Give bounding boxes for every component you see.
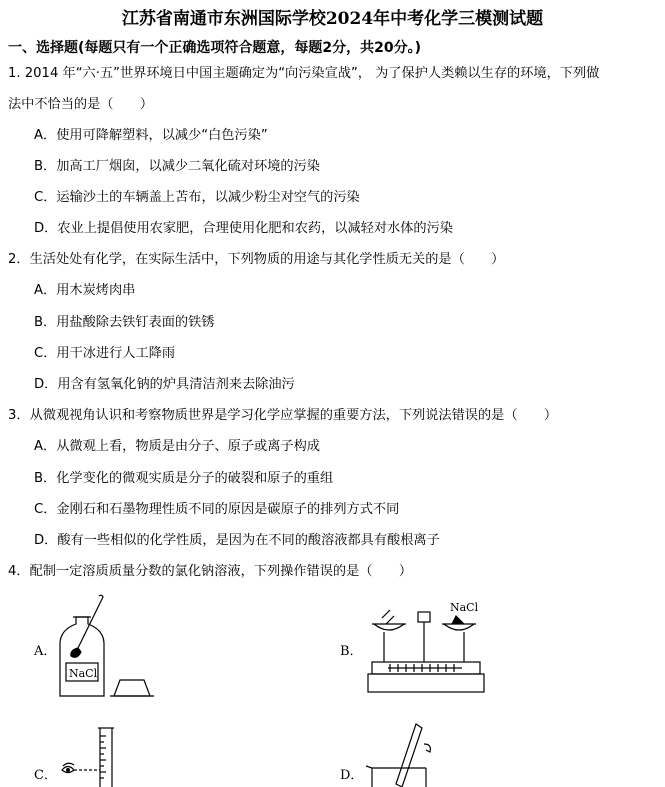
question-2-option-c: C．用干冰进行人工降雨 <box>34 346 176 361</box>
nacl-bottle-label: NaCl <box>69 667 98 680</box>
page-title: 江苏省南通市东洲国际学校2024年中考化学三模测试题 <box>121 9 544 29</box>
figure-d-beaker <box>366 720 446 787</box>
question-1-stem-line1: 1. 2014 年“六·五”世界环境日中国主题确定为“向污染宣战”， 为了保护人类赖以生存的环境，下列做 <box>8 66 600 81</box>
question-1-option-c: C．运输沙土的车辆盖上苫布，以减少粉尘对空气的污染 <box>34 190 360 205</box>
figure-a-reagent-bottle <box>54 592 154 704</box>
question-3-option-a: A．从微观上看，物质是由分子、原子或离子构成 <box>34 439 320 454</box>
figure-c-measuring-cylinder <box>60 720 150 787</box>
question-2-option-a: A．用木炭烤肉串 <box>34 283 136 298</box>
question-2-option-b: B．用盐酸除去铁钉表面的铁锈 <box>34 315 215 330</box>
question-1-option-b: B．加高工厂烟囱，以减少二氧化硫对环境的污染 <box>34 159 320 174</box>
eye-icon <box>66 768 70 772</box>
question-1-option-a: A．使用可降解塑料，以减少“白色污染” <box>34 128 268 143</box>
figure-c-label: C． <box>34 768 57 783</box>
figure-b-balance <box>366 598 486 698</box>
question-3-option-c: C．金刚石和石墨物理性质不同的原因是碳原子的排列方式不同 <box>34 502 400 517</box>
question-2-stem: 2．生活处处有化学，在实际生活中，下列物质的用途与其化学性质无关的是（ ） <box>8 252 505 267</box>
question-4-stem: 4．配制一定溶质质量分数的氯化钠溶液，下列操作错误的是（ ） <box>8 564 413 579</box>
nacl-balance-label: NaCl <box>450 601 479 614</box>
section-heading: 一、选择题(每题只有一个正确选项符合题意，每题2分，共20分。) <box>8 40 422 56</box>
question-1-option-d: D．农业上提倡使用农家肥，合理使用化肥和农药，以减轻对水体的污染 <box>34 221 453 236</box>
question-1-stem-line2: 法中不恰当的是（ ） <box>8 97 154 112</box>
question-3-option-d: D．酸有一些相似的化学性质，是因为在不同的酸溶液都具有酸根离子 <box>34 533 440 548</box>
figure-d-label: D． <box>340 768 364 783</box>
question-3-option-b: B．化学变化的微观实质是分子的破裂和原子的重组 <box>34 471 334 486</box>
figure-b-label: B． <box>340 644 363 659</box>
figure-a-label: A． <box>34 644 57 659</box>
question-2-option-d: D．用含有氢氧化钠的炉具清洁剂来去除油污 <box>34 377 295 392</box>
question-3-stem: 3．从微观视角认识和考察物质世界是学习化学应掌握的重要方法，下列说法错误的是（ ） <box>8 408 558 423</box>
